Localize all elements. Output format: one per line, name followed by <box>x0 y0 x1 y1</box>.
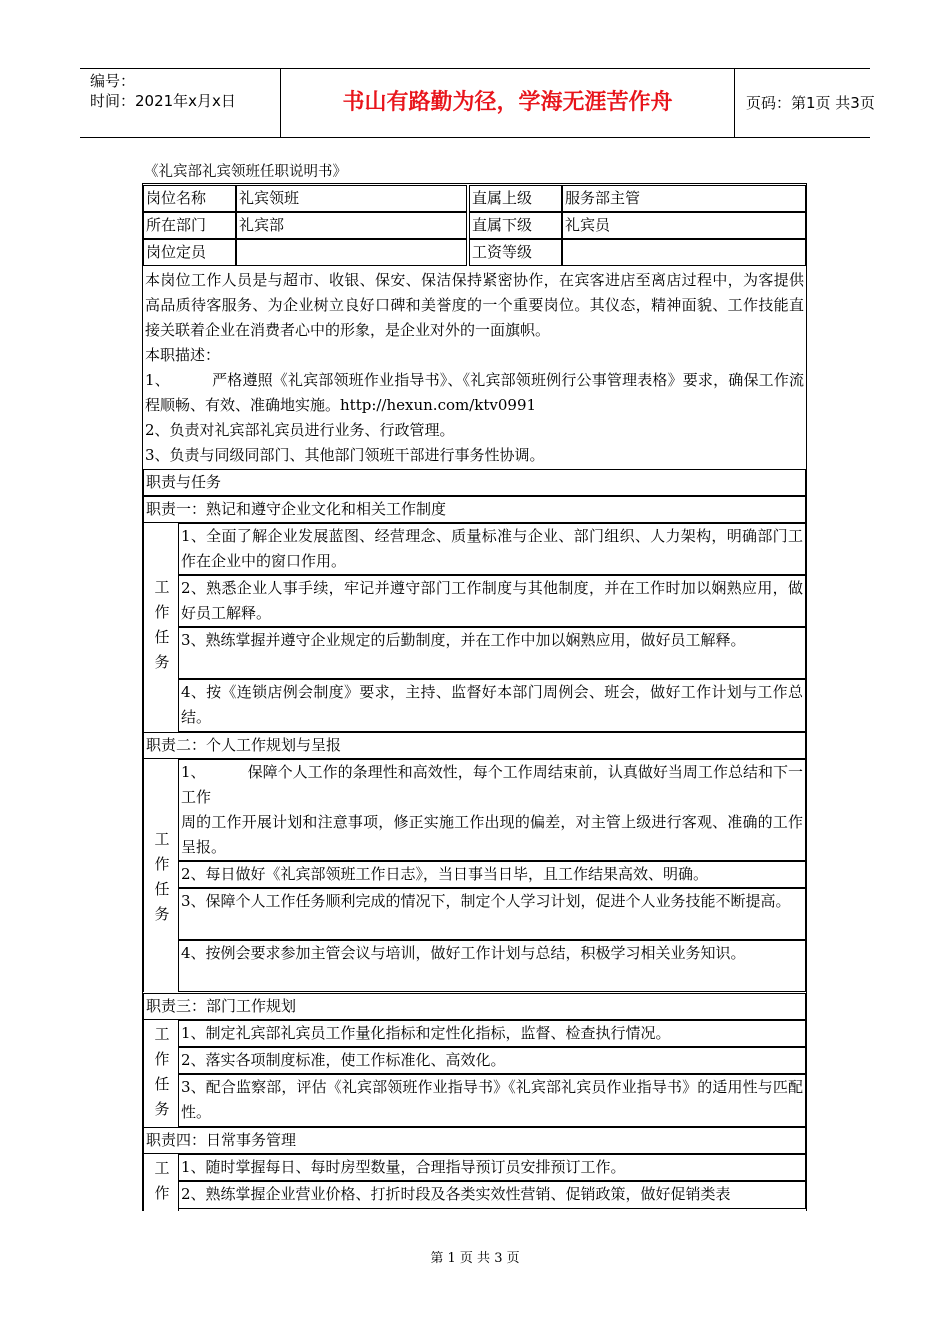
work-task-char: 任 <box>154 628 170 646</box>
work-task-char: 作 <box>154 1184 170 1202</box>
item-number: 1、 <box>181 763 206 781</box>
value-position-name: 礼宾领班 <box>236 185 467 212</box>
label-salary-grade: 工资等级 <box>469 239 562 266</box>
header-slogan: 书山有路勤为径，学海无涯苦作舟 <box>342 90 673 115</box>
task-item: 1、随时掌握每日、每时房型数量，合理指导预订员安排预订工作。 <box>178 1154 806 1181</box>
duty-description-heading: 本职描述： <box>145 346 221 364</box>
task-item: 3、熟练掌握并遵守企业规定的后勤制度，并在工作中加以娴熟应用，做好员工解释。 <box>178 627 806 679</box>
document-date: 时间：2021年x月x日 <box>90 92 236 110</box>
work-task-char: 工 <box>154 1159 170 1177</box>
work-task-char: 作 <box>154 603 170 621</box>
work-task-char: 作 <box>154 1050 170 1068</box>
duty-title: 职责二：个人工作规划与呈报 <box>143 732 806 759</box>
work-task-char: 务 <box>154 905 170 923</box>
item-number: 1、 <box>145 371 170 389</box>
work-task-char: 工 <box>154 830 170 848</box>
work-task-char: 任 <box>154 1075 170 1093</box>
header-page-info: 页码：第1页 共3页 <box>746 94 875 112</box>
value-direct-subordinate: 礼宾员 <box>562 212 806 239</box>
label-position-name: 岗位名称 <box>143 185 236 212</box>
work-task-label <box>143 759 179 992</box>
label-direct-subordinate: 直属下级 <box>469 212 562 239</box>
label-department: 所在部门 <box>143 212 236 239</box>
item-text: 保障个人工作的条理性和高效性，每个工作周结束前，认真做好当周工作总结和下一工作 <box>181 763 803 806</box>
task-item: 2、每日做好《礼宾部领班工作日志》，当日事当日毕，且工作结果高效、明确。 <box>178 861 806 888</box>
duty-title: 职责四：日常事务管理 <box>143 1127 806 1154</box>
page-footer: 第 1 页 共 3 页 <box>430 1251 520 1266</box>
task-item: 2、落实各项制度标准，使工作标准化、高效化。 <box>178 1047 806 1074</box>
task-item: 2、熟练掌握企业营业价格、打折时段及各类实效性营销、促销政策，做好促销类表 <box>178 1181 806 1209</box>
task-item-line: 周的工作开展计划和注意事项，修正实施工作出现的偏差，对主管上级进行客观、准确的工作呈报。 <box>181 813 803 856</box>
position-overview <box>143 268 806 468</box>
duty-description-item: 3、负责与同级同部门、其他部门领班干部进行事务性协调。 <box>145 446 545 464</box>
label-direct-superior: 直属上级 <box>469 185 562 212</box>
work-task-label <box>143 1154 179 1211</box>
task-item: 1、制定礼宾部礼宾员工作量化指标和定性化指标，监督、检查执行情况。 <box>178 1020 806 1047</box>
work-task-char: 作 <box>154 855 170 873</box>
value-department: 礼宾部 <box>236 212 467 239</box>
task-item: 2、熟悉企业人事手续，牢记并遵守部门工作制度与其他制度，并在工作时加以娴熟应用，做好员工解释。 <box>178 575 806 627</box>
work-task-char: 务 <box>154 653 170 671</box>
header-divider <box>734 69 735 137</box>
work-task-label <box>143 523 179 732</box>
duty-description-item <box>145 368 804 418</box>
page-header <box>80 68 875 138</box>
duty-title: 职责三：部门工作规划 <box>143 993 806 1020</box>
task-item: 4、按《连锁店例会制度》要求，主持、监督好本部门周例会、班会，做好工作计划与工作总结。 <box>178 679 806 732</box>
work-task-char: 工 <box>154 578 170 596</box>
task-item: 4、按例会要求参加主管会议与培训，做好工作计划与总结，积极学习相关业务知识。 <box>178 940 806 992</box>
document-title: 《礼宾部礼宾领班任职说明书》 <box>144 164 347 180</box>
section-title: 职责与任务 <box>143 469 806 496</box>
task-item-line <box>181 760 803 810</box>
item-text: 严格遵照《礼宾部领班作业指导书》、《礼宾部领班例行公事管理表格》要求，确保工作流程顺畅、有效、准确地实施。http://hexun.com/ktv0991 <box>145 371 804 414</box>
task-item <box>178 759 806 861</box>
value-salary-grade <box>562 239 806 266</box>
work-task-char: 工 <box>154 1025 170 1043</box>
task-item: 1、全面了解企业发展蓝图、经营理念、质量标准与企业、部门组织、人力架构，明确部门工作在企业中的窗口作用。 <box>178 523 806 575</box>
work-task-char: 务 <box>154 1100 170 1118</box>
value-headcount <box>236 239 467 266</box>
value-direct-superior: 服务部主管 <box>562 185 806 212</box>
duty-title: 职责一：熟记和遵守企业文化和相关工作制度 <box>143 496 806 523</box>
label-headcount: 岗位定员 <box>143 239 236 266</box>
work-task-label <box>143 1020 179 1127</box>
duty-description-item: 2、负责对礼宾部礼宾员进行业务、行政管理。 <box>145 421 455 439</box>
overview-paragraph: 本岗位工作人员是与超市、收银、保安、保洁保持紧密协作，在宾客进店至离店过程中，为客提供高品质待客服务、为企业树立良好口碑和美誉度的一个重要岗位。其仪态，精神面貌、工作技能直接关联着企业在消费者心中的形象，是企业对外的一面旗帜。 <box>145 271 804 339</box>
task-item: 3、配合监察部，评估《礼宾部领班作业指导书》《礼宾部礼宾员作业指导书》的适用性与匹配性。 <box>178 1074 806 1127</box>
work-task-char: 任 <box>154 880 170 898</box>
document-number: 编号： <box>90 72 136 90</box>
task-item: 3、保障个人工作任务顺利完成的情况下，制定个人学习计划，促进个人业务技能不断提高。 <box>178 888 806 940</box>
